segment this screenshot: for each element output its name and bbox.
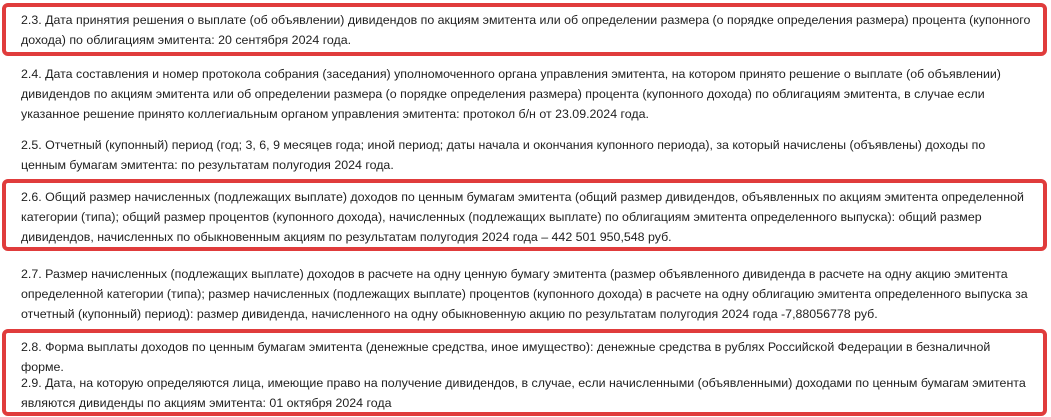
paragraph-2-5: 2.5. Отчетный (купонный) период (год; 3, 6, 9 месяцев года; иной период; даты начала и окончания купонного периода), за который начислены (объявлены) доходы по ценным бумагам эмитента: по результатам полугодия 2024 года. [21, 138, 986, 172]
paragraph-2-7: 2.7. Размер начисленных (подлежащих выплате) доходов в расчете на одну ценную бумагу эмитента (размер объявленного дивиденда в расчете на одну акцию эмитента определенной категории (типа); размер начисленных (подлежащих выплате) процентов (купонного дохода) в расчете на одну облигацию эмитента определенного выпуска за отчетный (купонный) период): размер дивиденда, начисленного на одну обыкновенную акцию по результатам полугодия 2024 года -7,88056778 руб. [21, 267, 1028, 321]
paragraph-2-4: 2.4. Дата составления и номер протокола собрания (заседания) уполномоченного органа управления эмитента, на котором принято решение о выплате (об объявлении) дивидендов по акциям эмитента или об определении размера (о порядке определения размера) процента (купонного дохода) по облигациям эмитента, в случае если указанное решение принято коллегиальным органом управления эмитента: протокол б/н от 23.09.2024 года. [21, 67, 1001, 121]
paragraph-2-6: 2.6. Общий размер начисленных (подлежащих выплате) доходов по ценным бумагам эмитента (общий размер дивидендов, объявленных по акциям эмитента определенной категории (типа); общий размер процентов (купонного дохода), начисленных (подлежащих выплате) по облигациям эмитента определенного выпуска): общий размер дивидендов, начисленных по обыкновенным акциям по результатам полугодия 2024 года – 442 501 950,548 руб. [21, 190, 1024, 244]
paragraph-2-9: 2.9. Дата, на которую определяются лица, имеющие право на получение дивидендов, в случае, если начисленными (объявленными) доходами по ценным бумагам эмитента являются дивиденды по акциям эмитента: 01 октября 2024 года [21, 376, 1026, 410]
paragraph-2-3: 2.3. Дата принятия решения о выплате (об объявлении) дивидендов по акциям эмитента или об определении размера (о порядке определения размера) процента (купонного дохода) по облигациям эмитента: 20 сентября 2024 года. [21, 13, 1031, 47]
paragraph-2-8: 2.8. Форма выплаты доходов по ценным бумагам эмитента (денежные средства, иное имущество): денежные средства в рублях Российской Федерации в безналичной форме. [21, 340, 991, 374]
